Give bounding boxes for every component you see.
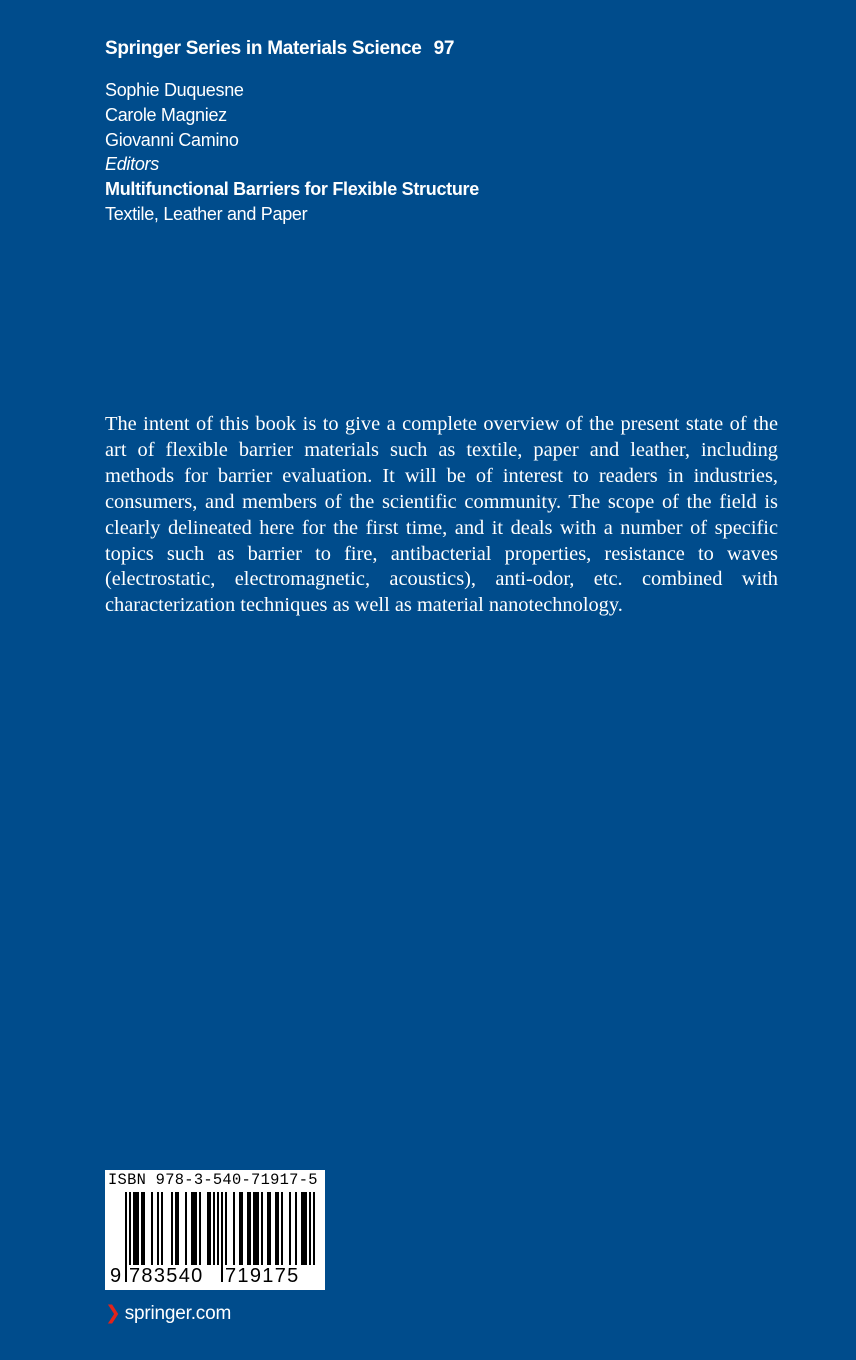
barcode-bar	[261, 1192, 263, 1266]
ean-lead-digit: 9	[110, 1265, 122, 1287]
barcode-bar	[249, 1192, 251, 1266]
barcode-bar	[175, 1192, 177, 1266]
barcode-bar	[161, 1192, 163, 1266]
chevron-right-icon: ❯	[105, 1303, 121, 1324]
barcode-bar	[281, 1192, 283, 1266]
barcode-bar	[255, 1192, 257, 1266]
barcode-bar	[193, 1192, 195, 1266]
barcode-bar	[209, 1192, 211, 1266]
barcode-bar	[295, 1192, 297, 1266]
barcode-bar	[305, 1192, 307, 1266]
barcode-bar	[195, 1192, 197, 1266]
barcode-bar	[157, 1192, 159, 1266]
barcode-bar	[143, 1192, 145, 1266]
ean-right-digits: 719175	[225, 1265, 315, 1287]
barcode-bar	[171, 1192, 173, 1266]
barcode-bar	[137, 1192, 139, 1266]
barcode-bar	[185, 1192, 187, 1266]
book-subtitle: Textile, Leather and Paper	[105, 203, 308, 224]
series-title	[105, 38, 454, 60]
barcode-bar	[213, 1192, 215, 1266]
barcode-bar	[125, 1192, 127, 1282]
barcode-bar	[253, 1192, 255, 1266]
book-description: The intent of this book is to give a complete overview of the present state of the art of flexible barrier materials such as textile, paper and leather, including methods for barrier evaluation. It will be of interest to readers in industries, consumers, and members of the scientific community. The scope of the field is clearly delineated here for the first time, and it deals with a number of specific topics such as barrier to fire, antibacterial properties, resistance to waves (electrostatic, electromagnetic, acoustics), anti-odor, etc. combined with characterization techniques as well as material nanotechnology.	[105, 413, 778, 617]
barcode-bar	[135, 1192, 137, 1266]
barcode-bar	[199, 1192, 201, 1266]
barcode-bar	[239, 1192, 241, 1266]
barcode-bar	[221, 1192, 223, 1282]
barcode-bar	[257, 1192, 259, 1266]
barcode-bar	[277, 1192, 279, 1266]
book-title: Multifunctional Barriers for Flexible Structure	[105, 179, 479, 200]
website-url: springer.com	[124, 1303, 232, 1324]
series-name: Springer Series in Materials Science	[105, 38, 422, 59]
editors-label: Editors	[105, 154, 159, 175]
barcode-bar	[233, 1192, 235, 1266]
barcode-bar	[241, 1192, 243, 1266]
editor-name: Carole Magniez	[105, 104, 227, 125]
barcode-bar	[247, 1192, 249, 1266]
barcode-bar	[303, 1192, 305, 1266]
isbn-barcode	[105, 1170, 325, 1290]
isbn-label: ISBN 978-3-540-71917-5	[108, 1171, 318, 1189]
barcode-bar	[301, 1192, 303, 1266]
barcode-bar	[275, 1192, 277, 1266]
barcode-bar	[269, 1192, 271, 1266]
series-volume: 97	[433, 38, 455, 59]
barcode-bar	[267, 1192, 269, 1266]
barcode-bar	[141, 1192, 143, 1266]
ean-left-digits: 783540	[129, 1265, 219, 1287]
editor-name: Giovanni Camino	[105, 129, 239, 150]
editors-block	[105, 78, 479, 227]
barcode-bar	[289, 1192, 291, 1266]
barcode-bar	[207, 1192, 209, 1266]
editor-name: Sophie Duquesne	[105, 80, 244, 100]
barcode-bar	[151, 1192, 153, 1266]
barcode-bar	[177, 1192, 179, 1266]
barcode-bar	[225, 1192, 227, 1266]
website-link[interactable]	[105, 1302, 231, 1325]
barcode-bar	[191, 1192, 193, 1266]
barcode-bar	[133, 1192, 135, 1266]
